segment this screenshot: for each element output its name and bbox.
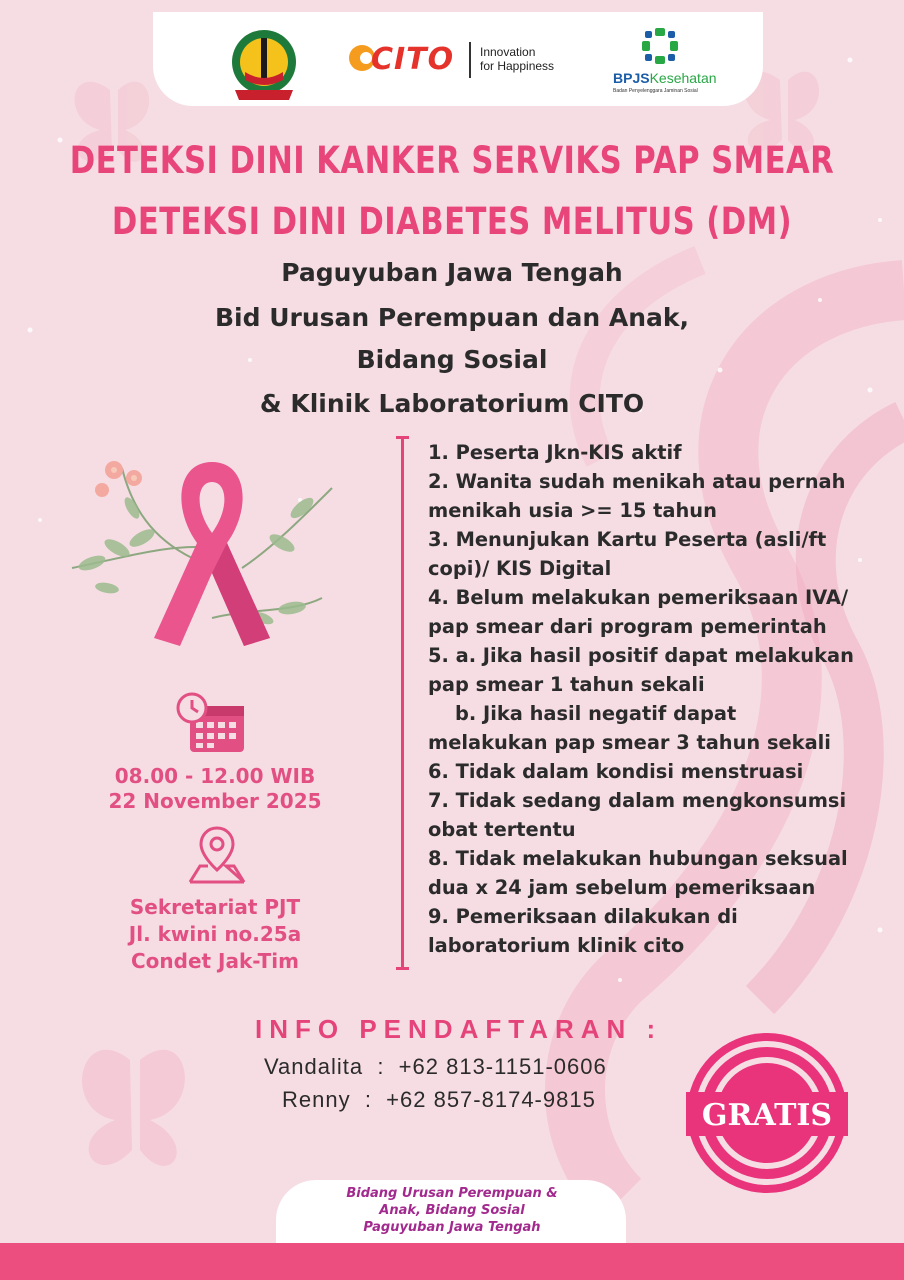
calendar-clock-icon: [176, 692, 246, 756]
bpjs-name: [613, 70, 717, 86]
main-title-line1: DETEKSI DINI KANKER SERVIKS PAP SMEAR: [69, 139, 835, 182]
requirement-line: 3. Menunjukan Kartu Peserta (asli/ft: [428, 528, 827, 551]
requirement-line: 5. a. Jika hasil positif dapat melakukan: [428, 644, 854, 667]
requirement-line: dua x 24 jam sebelum pemeriksaan: [428, 876, 816, 899]
location-line3: Condet Jak-Tim: [131, 949, 299, 973]
requirement-line: 6. Tidak dalam kondisi menstruasi: [428, 760, 804, 783]
logo-divider: [469, 42, 471, 78]
bottom-bar: [0, 1243, 904, 1280]
requirement-line: 1. Peserta Jkn-KIS aktif: [428, 441, 682, 464]
requirement-line: pap smear dari program pemerintah: [428, 615, 827, 638]
bpjs-name-part2: Kesehatan: [649, 70, 717, 86]
cito-tagline-line2: for Happiness: [480, 59, 555, 73]
footer-line1: Bidang Urusan Perempuan &: [346, 1186, 558, 1201]
requirement-line: 8. Tidak melakukan hubungan seksual: [428, 847, 848, 870]
subtitle-line3: Bidang Sosial: [356, 345, 548, 374]
contact-renny: Renny : +62 857-8174-9815: [282, 1087, 596, 1112]
requirement-line: 4. Belum melakukan pemeriksaan IVA/: [428, 586, 849, 609]
requirement-line: pap smear 1 tahun sekali: [428, 673, 705, 696]
main-title-line2: DETEKSI DINI DIABETES MELITUS (DM): [111, 200, 793, 243]
requirement-line: copi)/ KIS Digital: [428, 557, 612, 580]
gratis-label: GRATIS: [701, 1098, 833, 1133]
pink-ribbon-icon: [62, 448, 342, 658]
bpjs-logo-icon: [640, 26, 680, 66]
requirement-line: 7. Tidak sedang dalam mengkonsumsi: [428, 789, 847, 812]
gratis-stamp: [684, 1030, 850, 1196]
requirement-line: 2. Wanita sudah menikah atau pernah: [428, 470, 846, 493]
requirement-line: obat tertentu: [428, 818, 576, 841]
location-pin-icon: [186, 826, 248, 886]
cito-name: CITO: [371, 42, 455, 77]
cito-tagline: [480, 45, 554, 73]
location-line2: Jl. kwini no.25a: [128, 922, 302, 946]
central-java-emblem-icon: [225, 24, 303, 104]
event-date: 22 November 2025: [108, 789, 322, 813]
contact-vandalita: Vandalita : +62 813-1151-0606: [264, 1054, 607, 1079]
footer-line2: Anak, Bidang Sosial: [379, 1203, 525, 1218]
requirements-list: [428, 438, 868, 960]
requirement-line: melakukan pap smear 3 tahun sekali: [428, 731, 831, 754]
logo-bar: [153, 12, 763, 106]
location-line1: Sekretariat PJT: [129, 895, 301, 919]
bpjs-name-part1: BPJS: [613, 70, 650, 86]
requirement-line: laboratorium klinik cito: [428, 934, 685, 957]
footer-line3: Paguyuban Jawa Tengah: [363, 1220, 541, 1235]
requirement-line: b. Jika hasil negatif dapat: [428, 702, 737, 725]
event-time: 08.00 - 12.00 WIB: [114, 764, 316, 788]
registration-title: INFO PENDAFTARAN :: [255, 1014, 663, 1044]
subtitle-line4: & Klinik Laboratorium CITO: [259, 389, 645, 418]
subtitle-line1: Paguyuban Jawa Tengah: [281, 258, 623, 287]
subtitle-line2: Bid Urusan Perempuan dan Anak,: [215, 303, 689, 332]
requirements-bracket: [396, 436, 408, 970]
requirement-line: 9. Pemeriksaan dilakukan di: [428, 905, 738, 928]
requirement-line: menikah usia >= 15 tahun: [428, 499, 717, 522]
bpjs-subtitle: Badan Penyelenggara Jaminan Sosial: [613, 88, 698, 94]
cito-tagline-line1: Innovation: [480, 45, 536, 59]
